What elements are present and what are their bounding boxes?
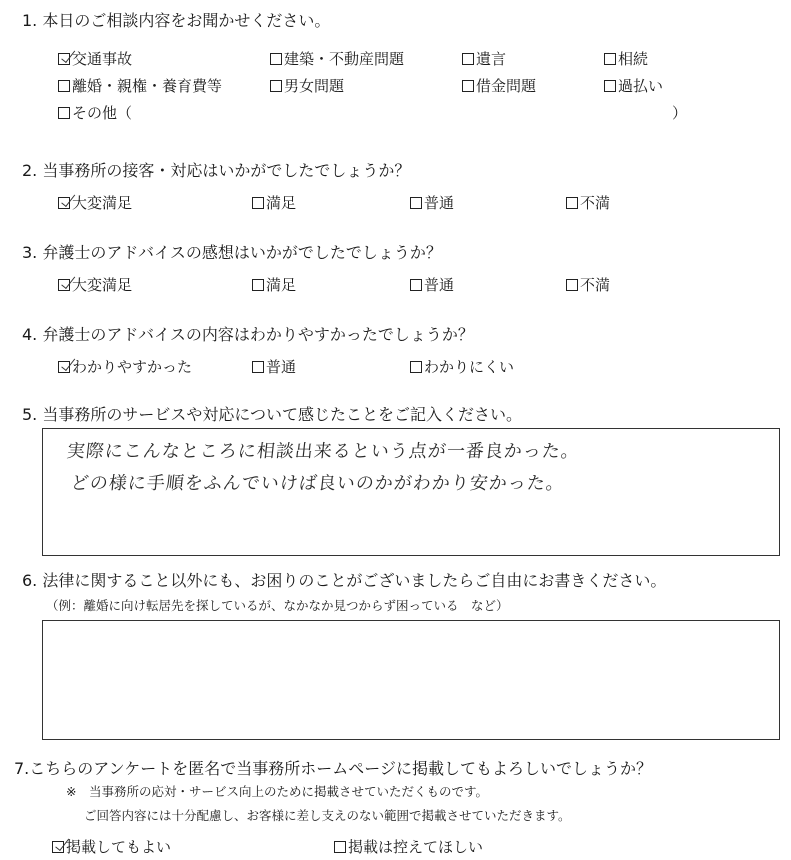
q6-example: （例：離婚に向け転居先を探しているが、なかなか見つからず困っている など） [46, 598, 509, 613]
q5-answer-box[interactable] [42, 428, 780, 556]
q7-title: 7.こちらのアンケートを匿名で当事務所ホームページに掲載してもよろしいでしょうか？ [14, 759, 652, 778]
q3-title: 3. 弁護士のアドバイスの感想はいかがでしたでしょうか？ [22, 243, 442, 262]
checkbox-icon [252, 361, 264, 373]
checkbox-icon [334, 841, 346, 853]
checkbox-icon [252, 279, 264, 291]
q2-options [58, 192, 758, 214]
checkbox-icon [462, 53, 474, 65]
q4-title: 4. 弁護士のアドバイスの内容はわかりやすかったでしょうか？ [22, 325, 474, 344]
q2-option-dissatisfied[interactable]: 不満 [566, 192, 610, 213]
q5-answer-line-1: 実際にこんなところに相談出来るという点が一番良かった。 [65, 441, 581, 462]
q1-option-traffic[interactable]: 交通事故 [58, 48, 132, 69]
q7-note-1: ※ 当事務所の応対・サービス向上のために掲載させていただくものです。 [66, 784, 488, 799]
q4-option-easy[interactable]: わかりやすかった [58, 356, 192, 377]
checkbox-icon [604, 80, 616, 92]
q7-options [52, 836, 752, 858]
checkbox-checked-icon [58, 53, 70, 65]
q5-answer-line-2: どの様に手順をふんでいけば良いのかがわかり安かった。 [69, 473, 566, 494]
q1-option-will[interactable]: 遺言 [462, 48, 506, 69]
q7-option-decline[interactable]: 掲載は控えてほしい [334, 836, 483, 857]
q2-option-normal[interactable]: 普通 [410, 192, 454, 213]
checkbox-checked-icon [58, 197, 70, 209]
q1-option-realestate[interactable]: 建築・不動産問題 [270, 48, 404, 69]
q4-options [58, 356, 758, 378]
checkbox-checked-icon [58, 361, 70, 373]
checkbox-icon [252, 197, 264, 209]
checkbox-icon [58, 107, 70, 119]
q3-option-very-satisfied[interactable]: 大変満足 [58, 274, 132, 295]
checkbox-icon [410, 361, 422, 373]
q1-option-inheritance[interactable]: 相続 [604, 48, 648, 69]
checkbox-icon [270, 80, 282, 92]
q2-title: 2. 当事務所の接客・対応はいかがでしたでしょうか？ [22, 161, 411, 180]
q1-other-close-paren: ） [672, 104, 688, 122]
q4-option-hard[interactable]: わかりにくい [410, 356, 514, 377]
checkbox-icon [270, 53, 282, 65]
checkbox-checked-icon [58, 279, 70, 291]
q2-option-satisfied[interactable]: 満足 [252, 192, 296, 213]
q7-note-2: ご回答内容には十分配慮し、お客様に差し支えのない範囲で掲載させていただきます。 [84, 808, 571, 823]
checkbox-icon [410, 197, 422, 209]
q1-options [58, 48, 758, 128]
checkbox-icon [462, 80, 474, 92]
q1-option-debt[interactable]: 借金問題 [462, 75, 536, 96]
q3-options [58, 274, 758, 296]
q6-title: 6. 法律に関すること以外にも、お困りのことがございましたらご自由にお書きください。 [22, 571, 667, 590]
q7-option-allow[interactable]: 掲載してもよい [52, 836, 171, 857]
checkbox-icon [566, 279, 578, 291]
q3-option-dissatisfied[interactable]: 不満 [566, 274, 610, 295]
q1-title: 1. 本日のご相談内容をお聞かせください。 [22, 11, 331, 30]
q6-answer-box[interactable] [42, 620, 780, 740]
q3-option-normal[interactable]: 普通 [410, 274, 454, 295]
q4-option-normal[interactable]: 普通 [252, 356, 296, 377]
q1-option-divorce[interactable]: 離婚・親権・養育費等 [58, 75, 222, 96]
q2-option-very-satisfied[interactable]: 大変満足 [58, 192, 132, 213]
checkbox-icon [566, 197, 578, 209]
checkbox-icon [410, 279, 422, 291]
q1-option-relationship[interactable]: 男女問題 [270, 75, 344, 96]
q1-option-other[interactable]: その他（ [58, 102, 132, 123]
checkbox-icon [58, 80, 70, 92]
q3-option-satisfied[interactable]: 満足 [252, 274, 296, 295]
checkbox-icon [604, 53, 616, 65]
q1-option-overpayment[interactable]: 過払い [604, 75, 663, 96]
checkbox-checked-icon [52, 841, 64, 853]
q5-title: 5. 当事務所のサービスや対応について感じたことをご記入ください。 [22, 405, 523, 424]
